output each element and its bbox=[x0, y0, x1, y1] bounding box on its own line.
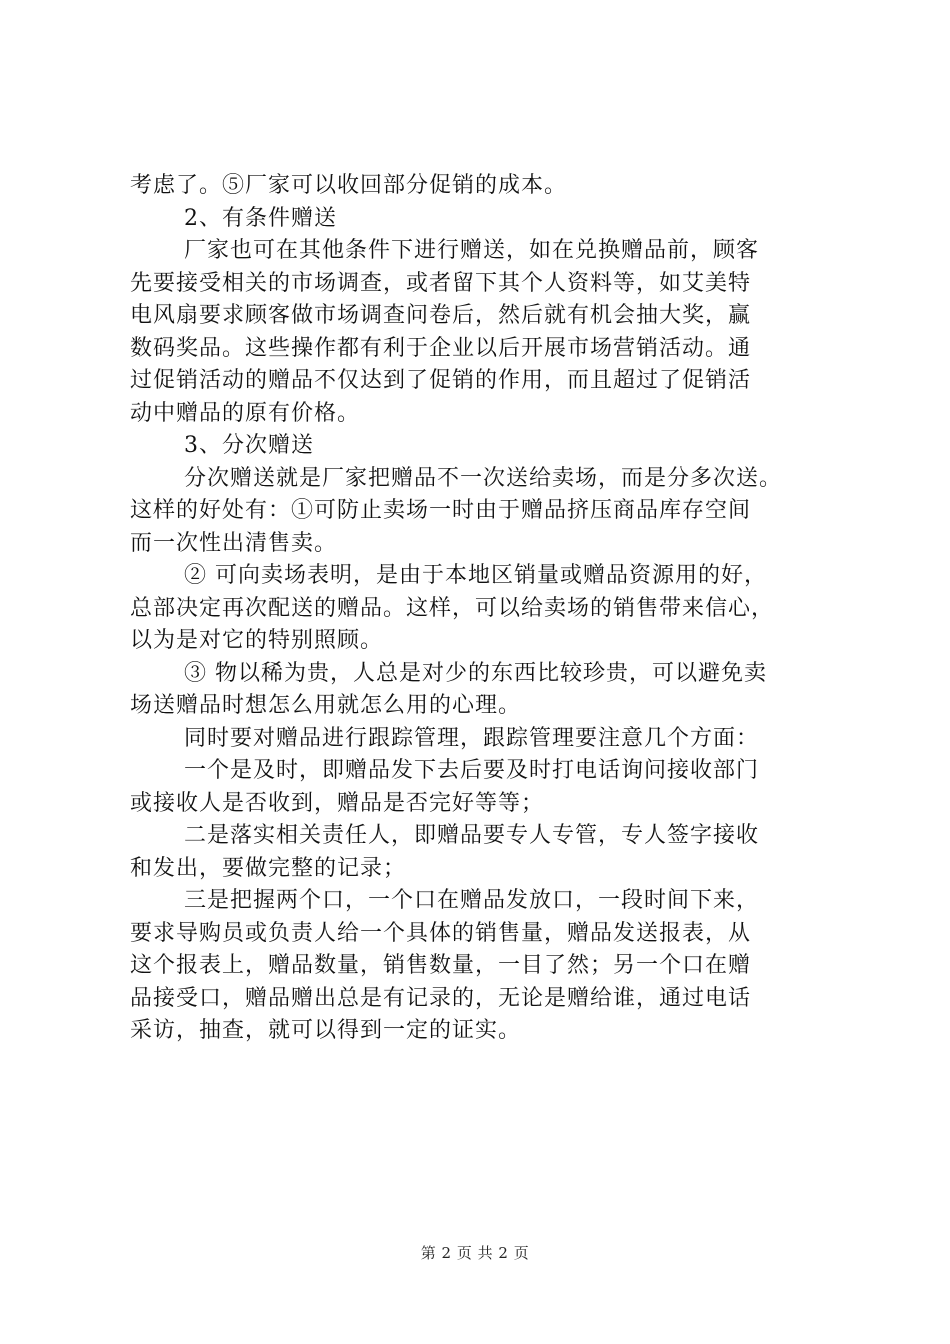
text-line: 同时要对赠品进行跟踪管理，跟踪管理要注意几个方面： bbox=[184, 725, 760, 751]
text-line: 考虑了。⑤厂家可以收回部分促销的成本。 bbox=[130, 173, 568, 198]
text-line: 一个是及时，即赠品发下去后要及时打电话询问接收部门 bbox=[184, 758, 760, 783]
text-line: 2、有条件赠送 bbox=[184, 205, 337, 231]
text-line: 采访，抽查，就可以得到一定的证实。 bbox=[130, 1018, 522, 1043]
text-line: 或接收人是否收到，赠品是否完好等等； bbox=[130, 790, 545, 816]
page-footer: 第 2 页 共 2 页 bbox=[420, 1244, 530, 1262]
text-line: 3、分次赠送 bbox=[184, 433, 314, 458]
text-line: 二是落实相关责任人，即赠品要专人专管，专人签字接收 bbox=[184, 823, 760, 848]
text-line: 和发出，要做完整的记录； bbox=[130, 855, 407, 881]
text-line: 而一次性出清售卖。 bbox=[130, 530, 338, 556]
text-line: 要求导购员或负责人给一个具体的销售量，赠品发送报表，从 bbox=[130, 920, 752, 946]
text-line: 以为是对它的特别照顾。 bbox=[130, 628, 384, 653]
text-line: 场送赠品时想怎么用就怎么用的心理。 bbox=[130, 693, 522, 718]
text-line: 总部决定再次配送的赠品。这样，可以给卖场的销售带来信心， bbox=[130, 595, 775, 621]
text-line: 数码奖品。这些操作都有利于企业以后开展市场营销活动。通 bbox=[130, 335, 752, 361]
text-line: ③ 物以稀为贵，人总是对少的东西比较珍贵，可以避免卖 bbox=[184, 660, 767, 686]
text-line: 分次赠送就是厂家把赠品不一次送给卖场，而是分多次送。 bbox=[184, 465, 783, 491]
text-line: 过促销活动的赠品不仅达到了促销的作用，而且超过了促销活 bbox=[130, 368, 752, 393]
document-body bbox=[130, 170, 830, 1048]
text-line: 这个报表上，赠品数量，销售数量，一目了然；另一个口在赠 bbox=[130, 953, 752, 978]
text-line: 这样的好处有：①可防止卖场一时由于赠品挤压商品库存空间 bbox=[130, 498, 752, 523]
text-line: 品接受口，赠品赠出总是有记录的，无论是赠给谁，通过电话 bbox=[130, 985, 752, 1011]
text-line: 厂家也可在其他条件下进行赠送，如在兑换赠品前，顾客 bbox=[184, 238, 760, 263]
text-line: 电风扇要求顾客做市场调查问卷后，然后就有机会抽大奖，赢 bbox=[130, 303, 752, 328]
text-line: 先要接受相关的市场调查，或者留下其个人资料等，如艾美特 bbox=[130, 270, 752, 296]
text-line: ② 可向卖场表明，是由于本地区销量或赠品资源用的好， bbox=[184, 563, 767, 588]
text-line: 三是把握两个口，一个口在赠品发放口，一段时间下来， bbox=[184, 888, 760, 913]
text-line: 动中赠品的原有价格。 bbox=[130, 400, 361, 426]
